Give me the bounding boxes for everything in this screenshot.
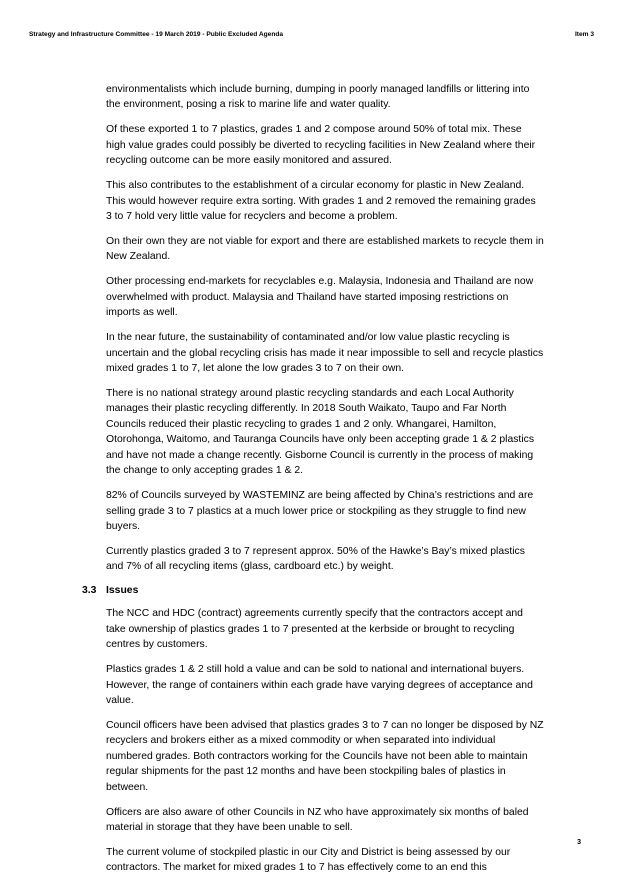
paragraph: The NCC and HDC (contract) agreements currently specify that the contractors accept and take ownership of plastics grades 1 to 7 presented at the kerbside or brought to recycling centres by customers.: [106, 608, 523, 651]
page-number: 3: [577, 839, 581, 846]
header-item-label: Item 3: [574, 31, 594, 38]
paragraph: On their own they are not viable for export and there are established markets to recycle them in New Zealand.: [106, 236, 544, 263]
page-header: [29, 31, 594, 43]
paragraph: There is no national strategy around plastic recycling standards and each Local Authority manages their plastic recycling differently. In 2018 South Waikato, Taupo and Far North Councils reduced their plastic recycling to grades 1 and 2 only. Whangarei, Hamilton, Otorohonga, Waitomo, and Tauranga Councils have only been accepting grade 1 & 2 plastics and have not made a change recently. Gisborne Council is currently in the process of making the change to only accepting grades 1 & 2.: [106, 388, 535, 477]
paragraph: 82% of Councils surveyed by WASTEMINZ are being affected by China’s restrictions and are selling grade 3 to 7 plastics at a much lower price or stockpiling as they struggle to find new buyers.: [106, 490, 534, 532]
section-heading: [82, 584, 544, 598]
section-title: Issues: [106, 585, 139, 597]
paragraph: This also contributes to the establishment of a circular economy for plastic in New Zealand. This would however require extra sorting. With grades 1 and 2 removed the remaining grades 3 to 7 hold very little value for recyclers and become a problem.: [106, 180, 536, 223]
section-number: 3.3: [82, 585, 97, 597]
paragraph: The current volume of stockpiled plastic in our City and District is being assessed by our contractors. The market for mixed grades 1 to 7 has effectively come to an end this: [106, 846, 511, 874]
paragraph: Other processing end-markets for recyclables e.g. Malaysia, Indonesia and Thailand are now overwhelmed with product. Malaysia and Thailand have started imposing restrictions on imports as well.: [106, 276, 534, 319]
paragraph: Plastics grades 1 & 2 still hold a value and can be sold to national and international buyers. However, the range of containers within each grade have varying degrees of acceptance and value.: [106, 664, 533, 706]
paragraph: Currently plastics graded 3 to 7 represent approx. 50% of the Hawke’s Bay’s mixed plastics and 7% of all recycling items (glass, cardboard etc.) by weight.: [106, 545, 525, 573]
paragraph: Of these exported 1 to 7 plastics, grades 1 and 2 compose around 50% of total mix. These high value grades could possibly be diverted to recycling facilities in New Zealand where their recycling outcome can be more easily monitored and assured.: [106, 124, 536, 167]
paragraph: Council officers have been advised that plastics grades 3 to 7 can no longer be disposed by NZ recyclers and brokers either as a mixed commodity or when separated into individual numbered grades. Both contractors working for the Councils have not been able to maintain regular shipments for the past 12 months and have been stockpiling bales of plastics in between.: [106, 719, 544, 793]
document-body: [82, 82, 544, 885]
header-title: Strategy and Infrastructure Committee - 19 March 2019 - Public Excluded Agenda: [29, 31, 284, 38]
paragraph: Officers are also aware of other Councils in NZ who have approximately six months of baled material in storage that they have been unable to sell.: [106, 806, 529, 833]
paragraph: environmentalists which include burning, dumping in poorly managed landfills or littering into the environment, posing a risk to marine life and water quality.: [106, 84, 530, 111]
paragraph: In the near future, the sustainability of contaminated and/or low value plastic recycling is uncertain and the global recycling crisis has made it near impossible to sell and recycle plastics mixed grades 1 to 7, let alone the low grades 3 to 7 on their own.: [106, 332, 544, 375]
